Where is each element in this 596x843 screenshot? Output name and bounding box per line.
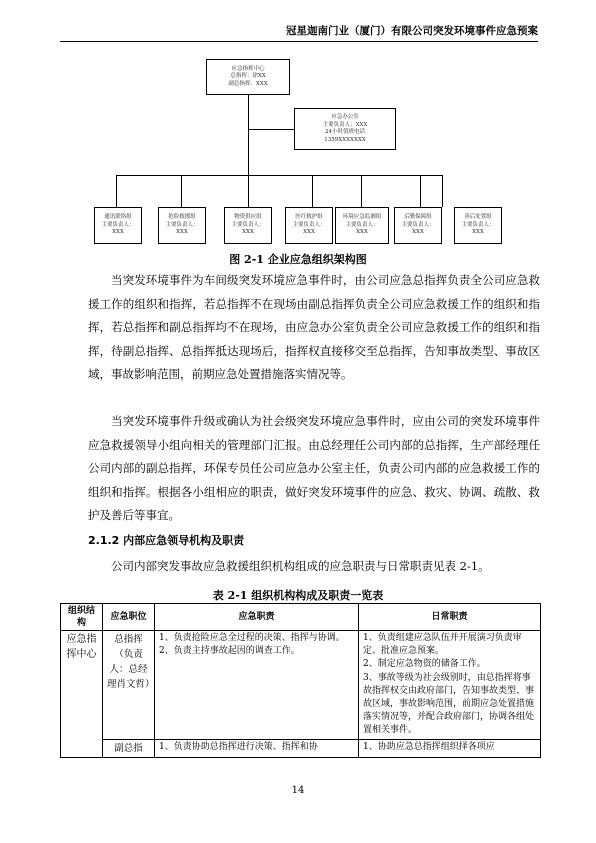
org-connector [116,175,117,207]
org-box-command-center [206,59,290,95]
org-box-group-6 [394,207,442,244]
org-box-line: 通讯联络组 [104,214,132,221]
org-box-line: 物资供应组 [234,214,262,221]
duty-line: 1、负责抢险应急全过程的决策、指挥与协调。 [159,633,345,643]
page-header: 冠星迦南门业（厦门）有限公司突发环境事件应急预案 [286,25,538,37]
org-box-line: 1359XXXXXXX [324,136,366,143]
duty-line: 1、协助应急总指挥组织择各项应 [363,741,495,752]
org-box-line: 后勤保障组 [404,214,432,221]
org-box-line: 应急指挥中心 [231,65,265,72]
org-box-line: 抢险救援组 [168,214,196,221]
duty-line: 2、负责主持事故起因的调查工作。 [159,646,300,657]
org-box-line: XXX [472,229,484,236]
table-row [61,631,541,740]
org-box-group-1 [94,207,142,244]
org-box-line: XXX [356,229,368,236]
org-box-line: XXX [412,229,424,236]
header-org: 组织结构 [61,604,103,631]
org-connector [312,175,313,207]
emergency-duty-cell [155,739,359,757]
org-box-line: 24小时值班电话 [325,129,365,135]
org-connector [181,175,182,207]
section-intro: 公司内部突发事故应急救援组织机构组成的应急职责与日常职责见表 2-1。 [111,559,490,573]
duty-line: 3、事故等级为社会级别时，由总指挥将事故指挥权交由政府部门，告知事故类型、事故区域，事故影响范围，前期应急处置措施落实情况等，并配合政府部门，协调各组处置相关事件。 [363,672,535,736]
emergency-duty-cell [155,631,359,740]
org-box-line: 主要负责人： [231,221,265,228]
org-box-line: 主要负责人：XXX [322,121,368,128]
org-box-line: 主要负责人： [101,221,135,228]
org-box-line: 主要负责人： [292,221,326,228]
daily-duty-cell [359,739,541,757]
org-box-group-4 [285,207,333,244]
table-caption: 表 2-1 组织机构构成及职责一览表 [212,589,384,602]
figure-caption: 图 2-1 企业应急组织架构图 [229,253,367,266]
org-box-line: 主要负责人： [401,221,435,228]
paragraph-1: 当突发环境事件为车间级突发环境应急事件时，由公司应急总指挥负责全公司应急救援工作的组织和指挥，若总指挥不在现场由副总指挥负责全公司应急救援工作的组织和指挥，若总指挥和副总指挥均不在现场，由应急办公室负责全公司应急救援工作的组织和指挥，待副总指挥、总指挥抵达现场后，指挥权直接移交至总指挥，告知事故类型、事故区域，事故影响范围，前期应急处置措施落实情况等。 [88,273,540,382]
org-box-group-3 [224,207,272,244]
role-cell: 总指挥（负责人：总经理肖文哲） [103,631,155,740]
page-number: 14 [291,785,305,796]
section-heading: 2.1.2 内部应急领导机构及职责 [88,534,245,547]
org-connector [442,175,443,207]
org-box-line: 总指挥：徐XX [230,73,266,80]
duty-line: 2、制定应急物资的储备工作。 [363,659,486,670]
paragraph-2: 当突发环境事件升级或确认为社会级突发环境应急事件时，应由公司的突发环境事件应急救援领导小组向相关的管理部门汇报。由总经理任公司内部的总指挥，生产部经理任公司内部的副总指挥，环保专员任公司应急办公室主任，负责公司内部的应急救援工作的组织和指挥。根据各小组相应的职责，做好突发环境事件的应急、救灾、协调、疏散、救护及善后等事宜。 [88,414,540,523]
role-cell: 副总指 [103,739,155,757]
org-box-line: 主要负责人： [461,221,495,228]
table-row [61,739,541,757]
table-header-row [61,604,541,631]
duty-line: 1、负责组建应急队伍并开展演习负责审定、批准应急预案。 [363,633,522,657]
org-box-line: 善后处置组 [464,214,492,221]
org-connector [248,95,249,175]
org-box-line: 医疗救护组 [295,214,323,221]
org-connector [361,175,362,207]
org-chart [0,0,596,250]
header-emergency-duty: 应急职责 [155,604,359,631]
duty-line: 1、负责协助总指挥进行决策、指挥和协 [159,741,318,752]
header-role: 应急职位 [103,604,155,631]
org-connector [248,175,249,207]
org-connector [116,175,442,176]
org-box-group-7 [454,207,502,244]
daily-duty-cell [359,631,541,740]
org-box-group-5 [335,207,389,244]
org-box-line: XXX [303,229,315,236]
header-daily-duty: 日常职责 [359,604,541,631]
org-connector [248,129,294,130]
org-cell: 应急指挥中心 [61,631,103,758]
org-box-group-2 [158,207,206,244]
org-box-line: 副总指挥：XXX [228,80,268,87]
org-box-line: XXX [112,229,124,236]
org-box-line: 主要负责人： [165,221,199,228]
org-connector [420,175,421,207]
org-box-line: 应急办公室 [331,114,359,120]
org-box-line: 主要负责人： [345,221,379,228]
org-box-line: XXX [176,229,188,236]
duty-table [60,603,541,758]
org-box-line: 环境应急监测组 [342,214,382,221]
org-box-line: XXX [242,229,254,236]
org-box-office [294,108,396,150]
